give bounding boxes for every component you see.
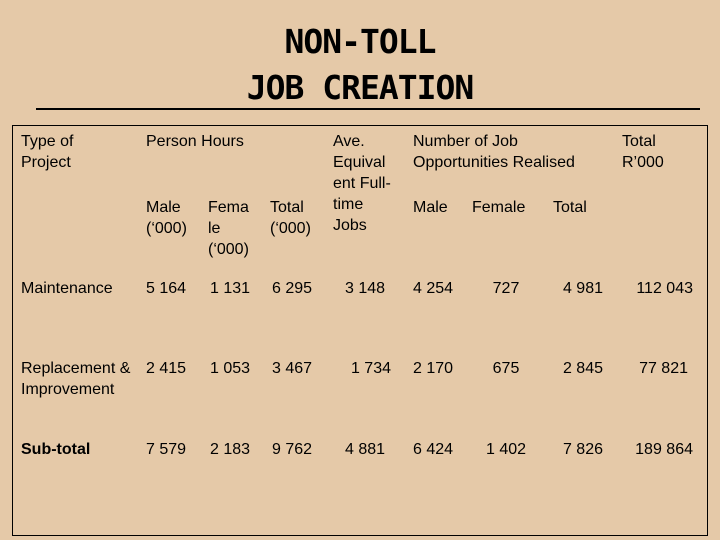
- header-job-opportunities: Number of Job Opportunities Realised: [413, 133, 575, 171]
- row-maintenance-total-jobs: 4 981: [562, 280, 603, 297]
- row-subtotal-type: Sub-total: [21, 441, 91, 458]
- header-female-person-hours: Fema le (‘000): [208, 199, 249, 258]
- row-subtotal-total-jobs: 7 826: [562, 441, 603, 458]
- row-maintenance-total-ph: 6 295: [272, 280, 313, 297]
- row-subtotal-male-jobs: 6 424: [413, 441, 454, 458]
- page-title-line-1: NON-TOLL: [284, 22, 436, 61]
- header-type-of-project: Type of Project: [21, 133, 74, 171]
- header-female-jobs: Female: [472, 199, 526, 216]
- header-person-hours: Person Hours: [146, 133, 244, 150]
- row-subtotal-female-jobs: 1 402: [485, 441, 527, 458]
- row-maintenance-male-ph: 5 164: [146, 280, 187, 297]
- row-replacement-type: Replacement & Improvement: [21, 360, 131, 398]
- row-maintenance-female-jobs: 727: [492, 280, 520, 297]
- row-replacement-ave-jobs: 1 734: [350, 360, 391, 377]
- row-replacement-female-jobs: 675: [492, 360, 520, 377]
- row-subtotal-ave-jobs: 4 881: [344, 441, 386, 458]
- row-replacement-male-jobs: 2 170: [413, 360, 454, 377]
- row-subtotal-total-rands: 189 864: [635, 441, 693, 458]
- header-male-jobs: Male: [413, 199, 448, 216]
- row-maintenance-total-rands: 112 043: [636, 280, 693, 297]
- row-subtotal-female-ph: 2 183: [210, 441, 251, 458]
- header-total-jobs: Total: [553, 199, 587, 216]
- row-replacement-total-rands: 77 821: [639, 360, 688, 377]
- header-total-rands: Total R’000: [622, 133, 664, 171]
- page-title-line-2: JOB CREATION: [246, 68, 474, 107]
- row-replacement-male-ph: 2 415: [146, 360, 187, 377]
- row-subtotal-total-ph: 9 762: [272, 441, 313, 458]
- row-maintenance-ave-jobs: 3 148: [344, 280, 386, 297]
- row-maintenance-female-ph: 1 131: [210, 280, 251, 297]
- row-subtotal-male-ph: 7 579: [146, 441, 187, 458]
- row-replacement-total-ph: 3 467: [272, 360, 313, 377]
- row-replacement-total-jobs: 2 845: [562, 360, 603, 377]
- row-replacement-female-ph: 1 053: [210, 360, 251, 377]
- title-underline: [36, 108, 700, 110]
- header-ave-equivalent-jobs: Ave. Equival ent Full-time Jobs: [333, 133, 391, 234]
- row-maintenance-male-jobs: 4 254: [413, 280, 454, 297]
- header-male-person-hours: Male (‘000): [146, 199, 187, 237]
- header-total-person-hours: Total (‘000): [270, 199, 311, 237]
- row-maintenance-type: Maintenance: [21, 280, 113, 297]
